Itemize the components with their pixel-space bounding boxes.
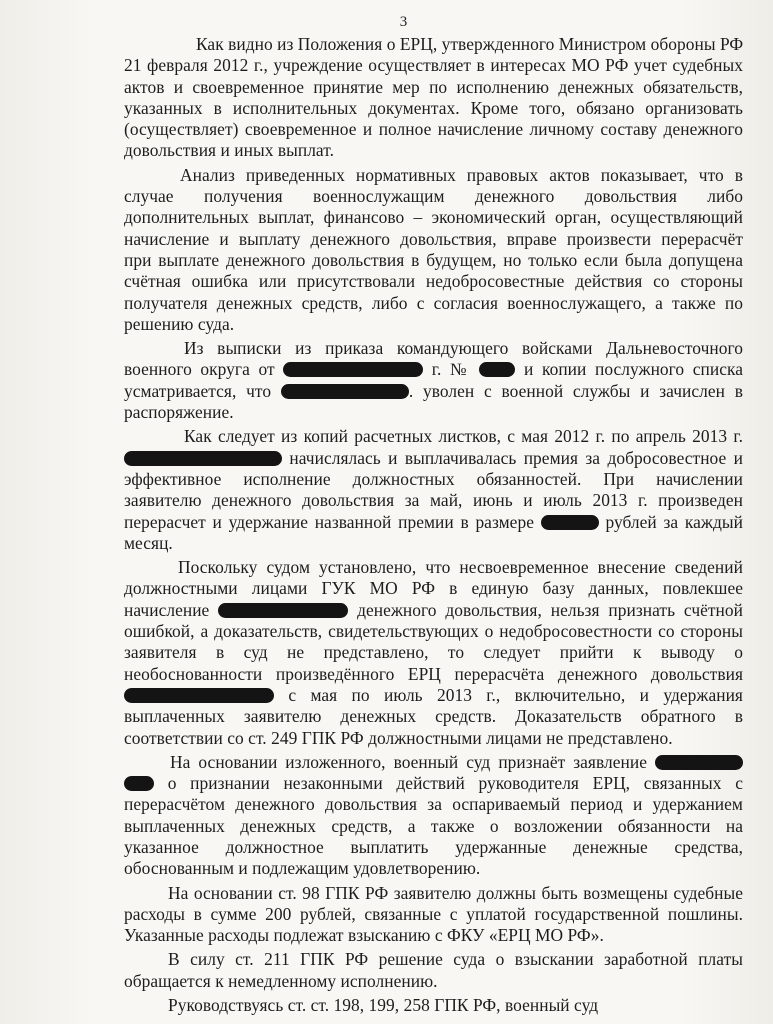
text-fragment: с мая по июль 2013 г., включительно, и удержания bbox=[288, 684, 743, 705]
text-line: указанное должностное выплатить удержанные денежные средства, bbox=[124, 836, 743, 857]
text-line: обоснованным и подлежащим удовлетворению. bbox=[124, 858, 481, 879]
text-line: 21 февраля 2012 г., учреждение осуществляет в интересах МО РФ учет судебных bbox=[124, 55, 743, 76]
text-line: Как следует из копий расчетных листков, с мая 2012 г. по апрель 2013 г. bbox=[184, 426, 743, 447]
text-line: довольствия и иных выплат. bbox=[124, 140, 334, 161]
text-fragment: о признании незаконными действий руководителя ЕРЦ, связанных с bbox=[167, 773, 743, 794]
text-line: должностными лицами ГУК МО РФ в единую базу данных, повлекшее bbox=[124, 578, 743, 599]
text-line: месяц. bbox=[124, 532, 173, 553]
text-line: начисление и выплату денежного довольствия, вправе произвести перерасчёт bbox=[124, 228, 743, 249]
text-line: дополнительных выплат, финансово – экономический орган, осуществляющий bbox=[124, 207, 743, 228]
text-line: распоряжение. bbox=[124, 402, 234, 423]
redaction-block bbox=[283, 362, 423, 377]
page-number: 3 bbox=[399, 14, 408, 30]
paragraph-1 bbox=[64, 34, 743, 162]
text-line: актов и своевременное принятие мер по исполнению денежных обязательств, bbox=[124, 76, 743, 97]
text-line: указанных в исполнительных документах. Кроме того, обязано организовать bbox=[124, 97, 743, 118]
text-line: Анализ приведенных нормативных правовых актов показывает, что в bbox=[180, 164, 743, 185]
redaction-block bbox=[124, 688, 274, 703]
text-fragment: начисление bbox=[124, 599, 210, 620]
text-line bbox=[64, 752, 743, 773]
text-line: заявителя в суд не представлено, то следует прийти к выводу о bbox=[124, 642, 743, 663]
text-line: выплаченных заявителю денежных средств. Доказательств обратного в bbox=[124, 706, 743, 727]
paragraph-2 bbox=[64, 165, 743, 335]
text-fragment: и копии послужного списка bbox=[524, 359, 744, 380]
paragraph-3 bbox=[64, 338, 743, 423]
text-line: Из выписки из приказа командующего войсками Дальневосточного bbox=[184, 338, 743, 359]
text-fragment: начислялась и выплачивалась премия за добросовестное и bbox=[289, 447, 744, 468]
redaction-block bbox=[541, 515, 599, 530]
text-line: Руководствуясь ст. ст. 198, 199, 258 ГПК РФ, военный суд bbox=[168, 995, 599, 1016]
text-line: (осуществляет) своевременное и полное начисление личному составу денежного bbox=[124, 119, 743, 140]
text-line: получателя денежных средств, либо с согласия военнослужащего, а также по bbox=[124, 292, 743, 313]
redaction-block bbox=[218, 603, 348, 618]
text-line: случае получения военнослужащим денежного довольствия либо bbox=[124, 186, 743, 207]
text-line: заявителю денежного довольствия за май, июнь и июль 2013 г. произведен bbox=[124, 490, 743, 511]
text-line: Указанные расходы подлежат взысканию с ФКУ «ЕРЦ МО РФ». bbox=[124, 925, 604, 946]
text-fragment: . уволен с военной службы и зачислен в bbox=[408, 380, 743, 401]
text-line: расходы в сумме 200 рублей, связанные с уплатой государственной пошлины. bbox=[124, 903, 743, 924]
text-fragment: На основании изложенного, военный суд признаёт заявление bbox=[170, 751, 647, 772]
text-line bbox=[64, 359, 743, 380]
redaction-block bbox=[124, 451, 282, 466]
text-line: соответствии со ст. 249 ГПК РФ должностными лицами не представлено. bbox=[124, 727, 673, 748]
text-line: решению суда. bbox=[124, 313, 235, 334]
text-line bbox=[64, 448, 743, 469]
text-line: В силу ст. 211 ГПК РФ решение суда о взыскании заработной платы bbox=[168, 949, 743, 970]
text-fragment: военного округа от bbox=[124, 359, 275, 380]
paragraph-7 bbox=[64, 883, 743, 947]
text-line: обращается к немедленному исполнению. bbox=[124, 970, 438, 991]
text-line bbox=[64, 381, 743, 402]
paragraph-6 bbox=[64, 752, 743, 880]
text-line bbox=[64, 685, 743, 706]
paragraph-9 bbox=[64, 995, 743, 1016]
text-line: Как видно из Положения о ЕРЦ, утвержденного Министром обороны РФ bbox=[196, 34, 744, 54]
text-fragment: усматривается, что bbox=[124, 380, 272, 401]
text-line bbox=[64, 512, 743, 533]
redaction-block bbox=[479, 362, 515, 377]
paragraph-5 bbox=[64, 557, 743, 749]
text-line: выплаченных денежных средств, а также о возложении обязанности на bbox=[124, 815, 743, 836]
text-line: перерасчётом денежного довольствия за оспариваемый период и удержанием bbox=[124, 794, 743, 815]
text-line: эффективное исполнение должностных обязанностей. При начислении bbox=[124, 468, 743, 489]
text-line bbox=[64, 773, 743, 794]
redaction-block bbox=[124, 776, 154, 791]
text-line: На основании ст. 98 ГПК РФ заявителю должны быть возмещены судебные bbox=[168, 882, 743, 903]
text-line: счётная ошибка или присутствовали недобросовестные действия со стороны bbox=[124, 271, 743, 292]
text-line: ошибкой, а доказательств, свидетельствующих о недобросовестности со стороны bbox=[124, 621, 743, 642]
text-fragment: рублей за каждый bbox=[605, 511, 743, 532]
text-line bbox=[64, 600, 743, 621]
text-line: при выплате денежного довольствия в будущем, но только если была допущена bbox=[124, 249, 743, 270]
paragraph-4 bbox=[64, 426, 743, 554]
text-line: Поскольку судом установлено, что несвоевременное внесение сведений bbox=[178, 557, 743, 578]
redaction-block bbox=[281, 384, 409, 399]
paragraph-8 bbox=[64, 949, 743, 992]
text-fragment: г. № bbox=[431, 359, 471, 380]
redaction-block bbox=[655, 755, 743, 770]
text-line: необоснованности произведённого ЕРЦ перерасчёта денежного довольствия bbox=[124, 663, 743, 684]
text-fragment: перерасчет и удержание названной премии в размере bbox=[124, 511, 534, 532]
text-fragment: денежного довольствия, нельзя признать счётной bbox=[357, 599, 743, 620]
